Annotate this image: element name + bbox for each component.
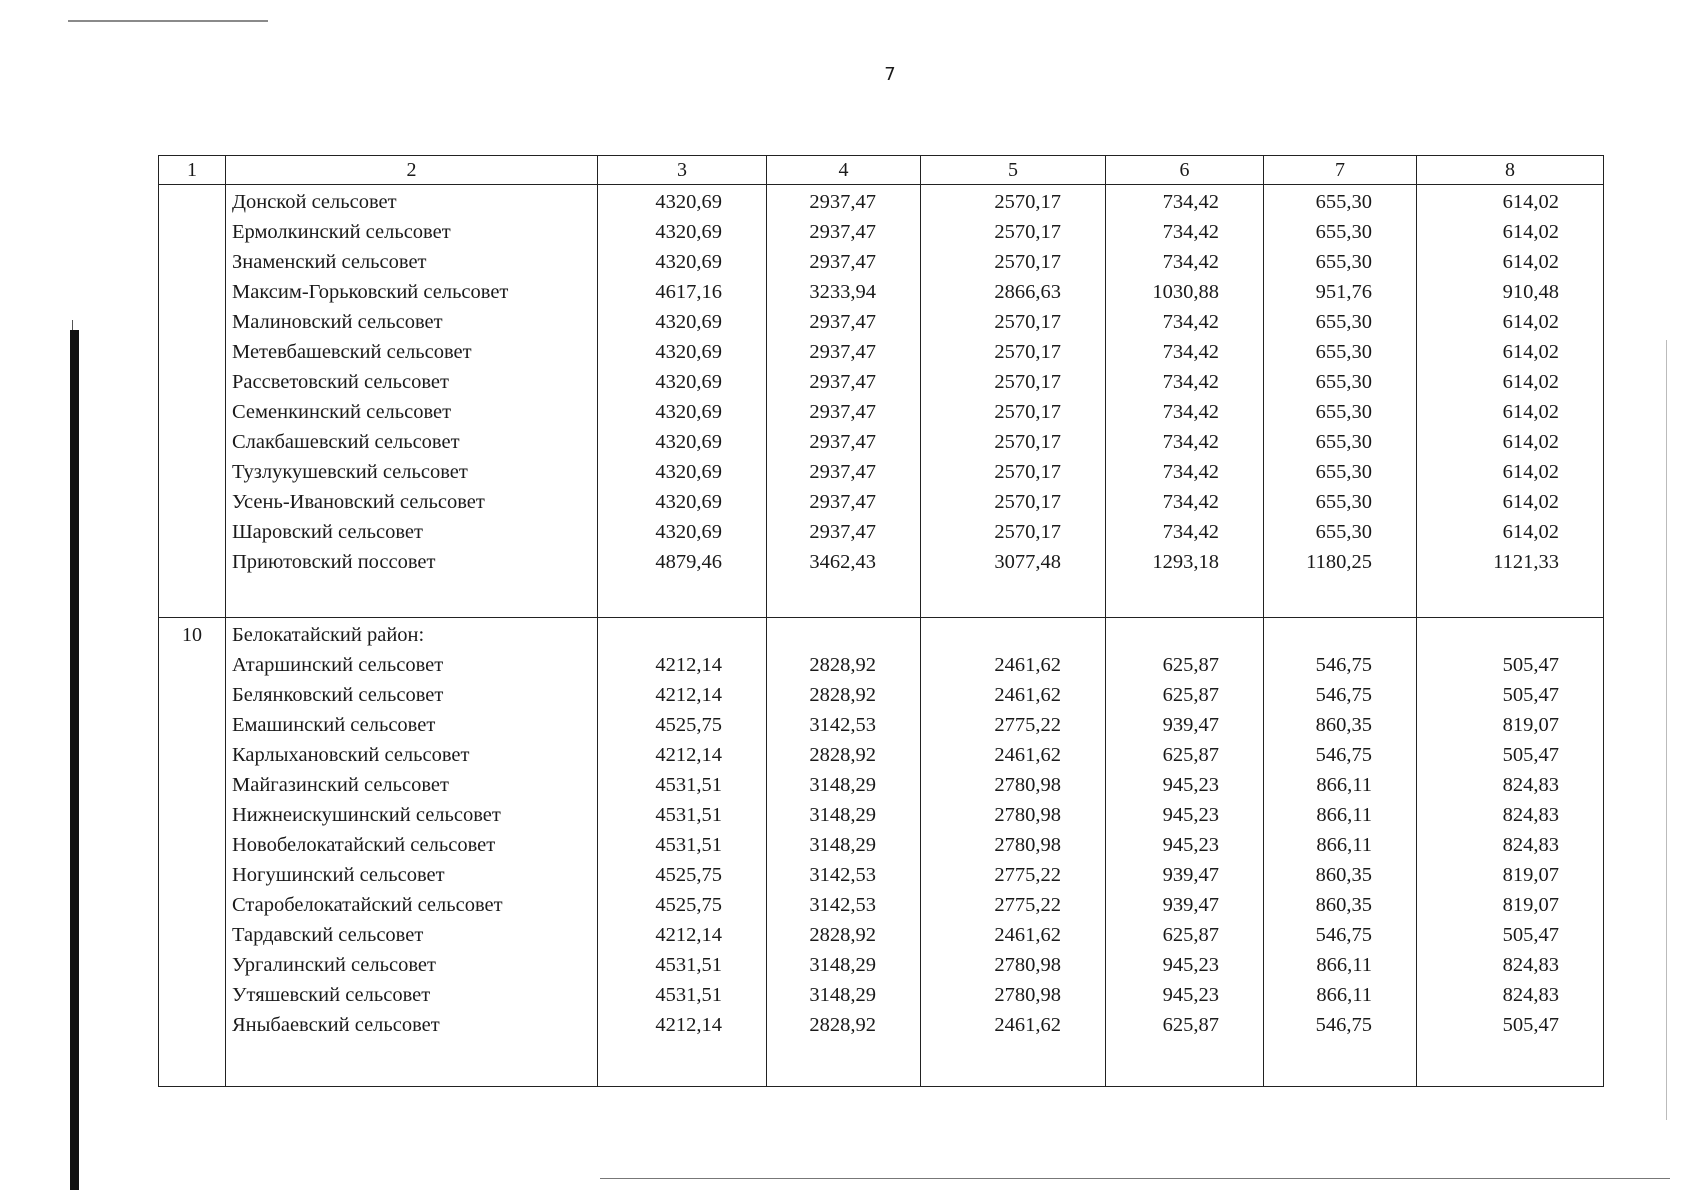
cell-value: 824,83 [1502, 774, 1559, 796]
value-column [598, 618, 767, 1087]
value-column [1417, 185, 1604, 618]
settlement-name: Новобелокатайский сельсовет [232, 834, 496, 856]
value-column [767, 618, 921, 1087]
cell-value: 4531,51 [655, 774, 722, 796]
cell-value: 866,11 [1316, 774, 1372, 796]
cell-value: 3233,94 [809, 281, 876, 303]
cell-value: 625,87 [1162, 924, 1219, 946]
cell-value: 2775,22 [994, 864, 1061, 886]
settlement-name: Усень-Ивановский сельсовет [232, 491, 485, 513]
cell-value: 614,02 [1502, 521, 1559, 543]
cell-value: 614,02 [1502, 191, 1559, 213]
cell-value: 824,83 [1502, 984, 1559, 1006]
cell-value: 614,02 [1502, 251, 1559, 273]
cell-value: 866,11 [1316, 804, 1372, 826]
cell-value: 2780,98 [994, 804, 1061, 826]
cell-value: 4879,46 [655, 551, 722, 573]
cell-value: 3142,53 [809, 894, 876, 916]
value-column [1417, 618, 1604, 1087]
cell-value: 546,75 [1315, 1014, 1372, 1036]
cell-value: 3148,29 [809, 984, 876, 1006]
cell-value: 2570,17 [994, 491, 1061, 513]
settlement-name: Старобелокатайский сельсовет [232, 894, 503, 916]
cell-value: 4531,51 [655, 954, 722, 976]
cell-value: 505,47 [1502, 684, 1559, 706]
value-column [921, 185, 1106, 618]
column-header: 5 [921, 156, 1106, 185]
table-group [159, 185, 1604, 618]
cell-value: 945,23 [1162, 954, 1219, 976]
name-column [226, 185, 598, 618]
value-column [1106, 185, 1264, 618]
cell-value: 4212,14 [655, 1014, 722, 1036]
value-column [1264, 185, 1417, 618]
cell-value: 655,30 [1315, 521, 1372, 543]
cell-value: 4320,69 [655, 191, 722, 213]
cell-value: 546,75 [1315, 654, 1372, 676]
settlement-name: Метевбашевский сельсовет [232, 341, 472, 363]
settlement-name: Ермолкинский сельсовет [232, 221, 451, 243]
cell-value: 860,35 [1315, 864, 1372, 886]
cell-value: 625,87 [1162, 684, 1219, 706]
cell-value: 655,30 [1315, 221, 1372, 243]
cell-value: 546,75 [1315, 924, 1372, 946]
blank-line [921, 620, 1061, 650]
cell-value: 655,30 [1315, 461, 1372, 483]
cell-value: 4617,16 [655, 281, 722, 303]
cell-value: 2461,62 [994, 924, 1061, 946]
cell-value: 2461,62 [994, 684, 1061, 706]
cell-value: 655,30 [1315, 431, 1372, 453]
page-number: 7 [884, 64, 896, 85]
cell-value: 4320,69 [655, 401, 722, 423]
blank-line [767, 620, 876, 650]
cell-value: 4525,75 [655, 864, 722, 886]
settlement-name: Утяшевский сельсовет [232, 984, 431, 1006]
cell-value: 945,23 [1162, 774, 1219, 796]
cell-value: 2570,17 [994, 191, 1061, 213]
cell-value: 2461,62 [994, 744, 1061, 766]
cell-value: 819,07 [1502, 864, 1559, 886]
cell-value: 3142,53 [809, 864, 876, 886]
blank-line [1417, 620, 1559, 650]
settlement-name: Малиновский сельсовет [232, 311, 443, 333]
scan-artifact-right-line [1666, 340, 1667, 1120]
cell-value: 2775,22 [994, 894, 1061, 916]
cell-value: 614,02 [1502, 221, 1559, 243]
settlement-name: Емашинский сельсовет [232, 714, 436, 736]
value-column [1106, 618, 1264, 1087]
cell-value: 2937,47 [809, 371, 876, 393]
cell-value: 2828,92 [809, 654, 876, 676]
cell-value: 2937,47 [809, 431, 876, 453]
column-header: 4 [767, 156, 921, 185]
group-number [159, 185, 226, 618]
cell-value: 625,87 [1162, 744, 1219, 766]
header-row [159, 156, 1604, 185]
column-header: 7 [1264, 156, 1417, 185]
cell-value: 4531,51 [655, 984, 722, 1006]
cell-value: 860,35 [1315, 714, 1372, 736]
settlement-name: Майгазинский сельсовет [232, 774, 449, 796]
settlement-name: Донской сельсовет [232, 191, 397, 213]
cell-value: 819,07 [1502, 714, 1559, 736]
cell-value: 4320,69 [655, 461, 722, 483]
cell-value: 2570,17 [994, 251, 1061, 273]
cell-value: 2461,62 [994, 1014, 1061, 1036]
cell-value: 2570,17 [994, 221, 1061, 243]
cell-value: 655,30 [1315, 191, 1372, 213]
cell-value: 625,87 [1162, 1014, 1219, 1036]
cell-value: 2570,17 [994, 311, 1061, 333]
cell-value: 866,11 [1316, 834, 1372, 856]
cell-value: 3148,29 [809, 774, 876, 796]
cell-value: 2937,47 [809, 401, 876, 423]
cell-value: 2775,22 [994, 714, 1061, 736]
cell-value: 655,30 [1315, 401, 1372, 423]
cell-value: 2780,98 [994, 954, 1061, 976]
cell-value: 546,75 [1315, 744, 1372, 766]
cell-value: 910,48 [1502, 281, 1559, 303]
cell-value: 3148,29 [809, 804, 876, 826]
cell-value: 2461,62 [994, 654, 1061, 676]
cell-value: 4525,75 [655, 894, 722, 916]
cell-value: 2780,98 [994, 834, 1061, 856]
cell-value: 546,75 [1315, 684, 1372, 706]
value-column [1264, 618, 1417, 1087]
cell-value: 1293,18 [1152, 551, 1219, 573]
cell-value: 4320,69 [655, 221, 722, 243]
cell-value: 2937,47 [809, 251, 876, 273]
column-header: 8 [1417, 156, 1604, 185]
cell-value: 655,30 [1315, 341, 1372, 363]
cell-value: 4320,69 [655, 251, 722, 273]
cell-value: 655,30 [1315, 371, 1372, 393]
cell-value: 734,42 [1162, 461, 1219, 483]
cell-value: 1121,33 [1493, 551, 1559, 573]
table-group [159, 618, 1604, 1087]
settlement-name: Слакбашевский сельсовет [232, 431, 460, 453]
cell-value: 734,42 [1162, 251, 1219, 273]
scan-artifact-top-line [68, 20, 268, 22]
cell-value: 734,42 [1162, 431, 1219, 453]
cell-value: 734,42 [1162, 521, 1219, 543]
tariff-table-container [158, 155, 1603, 1073]
cell-value: 3148,29 [809, 834, 876, 856]
cell-value: 939,47 [1162, 894, 1219, 916]
cell-value: 734,42 [1162, 491, 1219, 513]
group-title: Белокатайский район: [232, 624, 425, 646]
value-column [921, 618, 1106, 1087]
tariff-table [158, 155, 1604, 1087]
cell-value: 2828,92 [809, 744, 876, 766]
settlement-name: Рассветовский сельсовет [232, 371, 449, 393]
settlement-name: Семенкинский сельсовет [232, 401, 452, 423]
cell-value: 3142,53 [809, 714, 876, 736]
cell-value: 655,30 [1315, 491, 1372, 513]
settlement-name: Ногушинский сельсовет [232, 864, 445, 886]
cell-value: 824,83 [1502, 834, 1559, 856]
cell-value: 2828,92 [809, 684, 876, 706]
name-column [226, 618, 598, 1087]
cell-value: 2570,17 [994, 431, 1061, 453]
cell-value: 945,23 [1162, 834, 1219, 856]
cell-value: 4320,69 [655, 371, 722, 393]
cell-value: 655,30 [1315, 311, 1372, 333]
cell-value: 4212,14 [655, 744, 722, 766]
cell-value: 2937,47 [809, 311, 876, 333]
blank-line [1106, 620, 1219, 650]
cell-value: 2570,17 [994, 371, 1061, 393]
cell-value: 505,47 [1502, 744, 1559, 766]
cell-value: 734,42 [1162, 311, 1219, 333]
cell-value: 614,02 [1502, 371, 1559, 393]
scan-artifact-bottom-line [600, 1178, 1670, 1179]
cell-value: 3462,43 [809, 551, 876, 573]
cell-value: 614,02 [1502, 431, 1559, 453]
settlement-name: Яныбаевский сельсовет [232, 1014, 440, 1036]
cell-value: 4320,69 [655, 341, 722, 363]
cell-value: 505,47 [1502, 924, 1559, 946]
cell-value: 734,42 [1162, 191, 1219, 213]
settlement-name: Нижнеискушинский сельсовет [232, 804, 501, 826]
cell-value: 734,42 [1162, 401, 1219, 423]
cell-value: 4531,51 [655, 804, 722, 826]
settlement-name: Ургалинский сельсовет [232, 954, 436, 976]
cell-value: 939,47 [1162, 864, 1219, 886]
cell-value: 2937,47 [809, 191, 876, 213]
blank-line [598, 620, 722, 650]
cell-value: 2937,47 [809, 521, 876, 543]
cell-value: 3148,29 [809, 954, 876, 976]
cell-value: 4320,69 [655, 491, 722, 513]
settlement-name: Тардавский сельсовет [232, 924, 424, 946]
cell-value: 860,35 [1315, 894, 1372, 916]
cell-value: 2570,17 [994, 521, 1061, 543]
column-header: 1 [159, 156, 226, 185]
cell-value: 2570,17 [994, 401, 1061, 423]
cell-value: 625,87 [1162, 654, 1219, 676]
cell-value: 4320,69 [655, 431, 722, 453]
cell-value: 4320,69 [655, 521, 722, 543]
cell-value: 1180,25 [1306, 551, 1372, 573]
cell-value: 614,02 [1502, 311, 1559, 333]
cell-value: 866,11 [1316, 984, 1372, 1006]
cell-value: 505,47 [1502, 1014, 1559, 1036]
cell-value: 2937,47 [809, 491, 876, 513]
cell-value: 2866,63 [994, 281, 1061, 303]
cell-value: 819,07 [1502, 894, 1559, 916]
cell-value: 614,02 [1502, 461, 1559, 483]
settlement-name: Атаршинский сельсовет [232, 654, 444, 676]
column-header: 2 [226, 156, 598, 185]
cell-value: 3077,48 [994, 551, 1061, 573]
blank-line [1264, 620, 1372, 650]
cell-value: 2570,17 [994, 341, 1061, 363]
cell-value: 734,42 [1162, 221, 1219, 243]
cell-value: 2937,47 [809, 221, 876, 243]
group-number: 10 [159, 618, 226, 1087]
settlement-name: Карлыхановский сельсовет [232, 744, 470, 766]
column-header: 6 [1106, 156, 1264, 185]
cell-value: 945,23 [1162, 984, 1219, 1006]
cell-value: 2828,92 [809, 924, 876, 946]
column-header: 3 [598, 156, 767, 185]
settlement-name: Белянковский сельсовет [232, 684, 444, 706]
cell-value: 939,47 [1162, 714, 1219, 736]
cell-value: 2780,98 [994, 984, 1061, 1006]
cell-value: 4320,69 [655, 311, 722, 333]
settlement-name: Тузлукушевский сельсовет [232, 461, 468, 483]
cell-value: 2828,92 [809, 1014, 876, 1036]
cell-value: 734,42 [1162, 341, 1219, 363]
cell-value: 1030,88 [1152, 281, 1219, 303]
settlement-name: Знаменский сельсовет [232, 251, 427, 273]
cell-value: 951,76 [1315, 281, 1372, 303]
cell-value: 2780,98 [994, 774, 1061, 796]
cell-value: 614,02 [1502, 401, 1559, 423]
cell-value: 734,42 [1162, 371, 1219, 393]
cell-value: 4212,14 [655, 684, 722, 706]
cell-value: 824,83 [1502, 954, 1559, 976]
cell-value: 4212,14 [655, 654, 722, 676]
cell-value: 4525,75 [655, 714, 722, 736]
scan-artifact-left-edge [70, 330, 79, 1190]
cell-value: 2570,17 [994, 461, 1061, 483]
value-column [767, 185, 921, 618]
settlement-name: Приютовский поссовет [232, 551, 436, 573]
settlement-name: Максим-Горьковский сельсовет [232, 281, 509, 303]
settlement-name: Шаровский сельсовет [232, 521, 423, 543]
cell-value: 505,47 [1502, 654, 1559, 676]
cell-value: 866,11 [1316, 954, 1372, 976]
cell-value: 2937,47 [809, 341, 876, 363]
cell-value: 655,30 [1315, 251, 1372, 273]
cell-value: 614,02 [1502, 341, 1559, 363]
cell-value: 824,83 [1502, 804, 1559, 826]
cell-value: 4212,14 [655, 924, 722, 946]
cell-value: 614,02 [1502, 491, 1559, 513]
cell-value: 945,23 [1162, 804, 1219, 826]
cell-value: 4531,51 [655, 834, 722, 856]
cell-value: 2937,47 [809, 461, 876, 483]
value-column [598, 185, 767, 618]
